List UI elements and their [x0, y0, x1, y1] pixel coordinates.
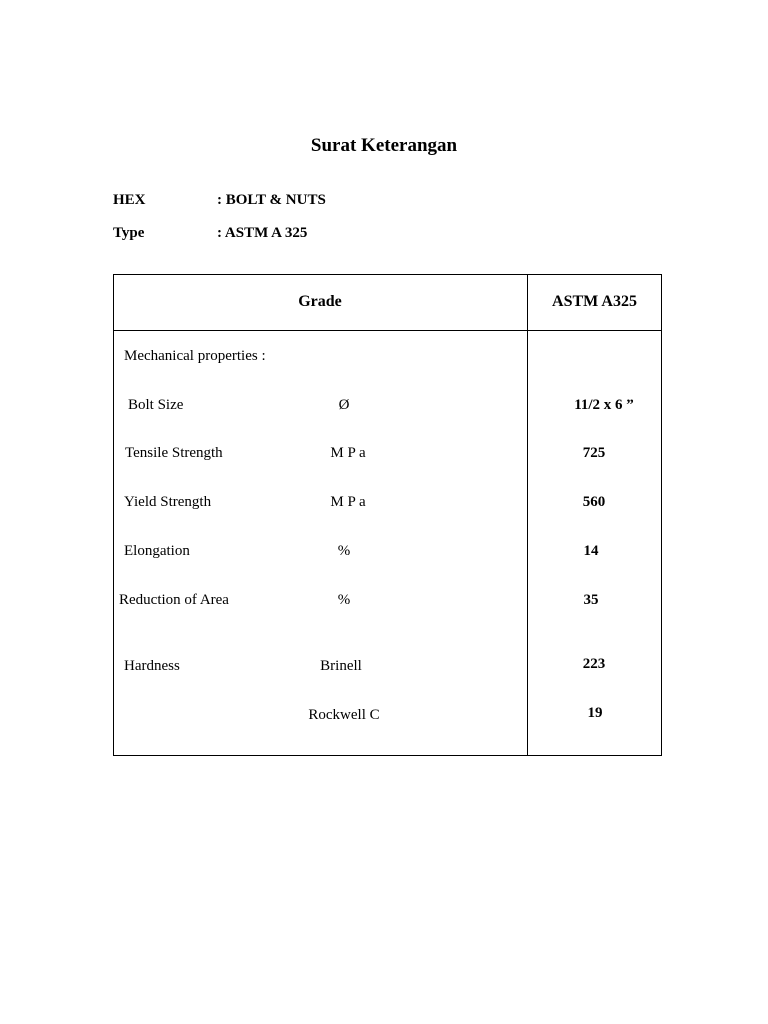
- row-property-bolt-size: Bolt Size: [128, 397, 184, 413]
- row-unit-elongation: %: [337, 543, 351, 559]
- section-label: Mechanical properties :: [124, 348, 266, 364]
- type-label: Type: [113, 225, 145, 241]
- table-border: [113, 274, 662, 756]
- row-value-rockwell-c: 19: [587, 705, 603, 721]
- row-value-yield-strength: 560: [582, 494, 606, 510]
- document-title: Surat Keterangan: [310, 135, 458, 156]
- header-divider: [113, 330, 662, 331]
- row-unit-rockwell-c: Rockwell C: [308, 707, 380, 723]
- row-property-hardness: Hardness: [124, 658, 180, 674]
- hex-label: HEX: [113, 192, 146, 208]
- row-unit-yield-strength: M P a: [330, 494, 366, 510]
- hex-value: : BOLT & NUTS: [217, 192, 326, 208]
- row-property-yield-strength: Yield Strength: [124, 494, 212, 510]
- grade-header: Grade: [298, 293, 342, 310]
- row-unit-tensile-strength: M P a: [330, 445, 366, 461]
- row-unit-reduction-of-area: %: [337, 592, 351, 608]
- column-divider: [527, 274, 528, 756]
- row-value-elongation: 14: [583, 543, 599, 559]
- row-property-elongation: Elongation: [124, 543, 190, 559]
- row-value-reduction-of-area: 35: [583, 592, 599, 608]
- type-value: : ASTM A 325: [217, 225, 308, 241]
- row-value-bolt-size: 11/2 x 6 ”: [574, 397, 634, 413]
- row-unit-brinell: Brinell: [320, 658, 362, 674]
- standard-header: ASTM A325: [552, 293, 637, 310]
- row-property-reduction-of-area: Reduction of Area: [119, 592, 229, 608]
- row-value-tensile-strength: 725: [582, 445, 606, 461]
- row-value-brinell: 223: [582, 656, 606, 672]
- row-unit-bolt-size: Ø: [338, 397, 350, 413]
- row-property-tensile-strength: Tensile Strength: [125, 445, 223, 461]
